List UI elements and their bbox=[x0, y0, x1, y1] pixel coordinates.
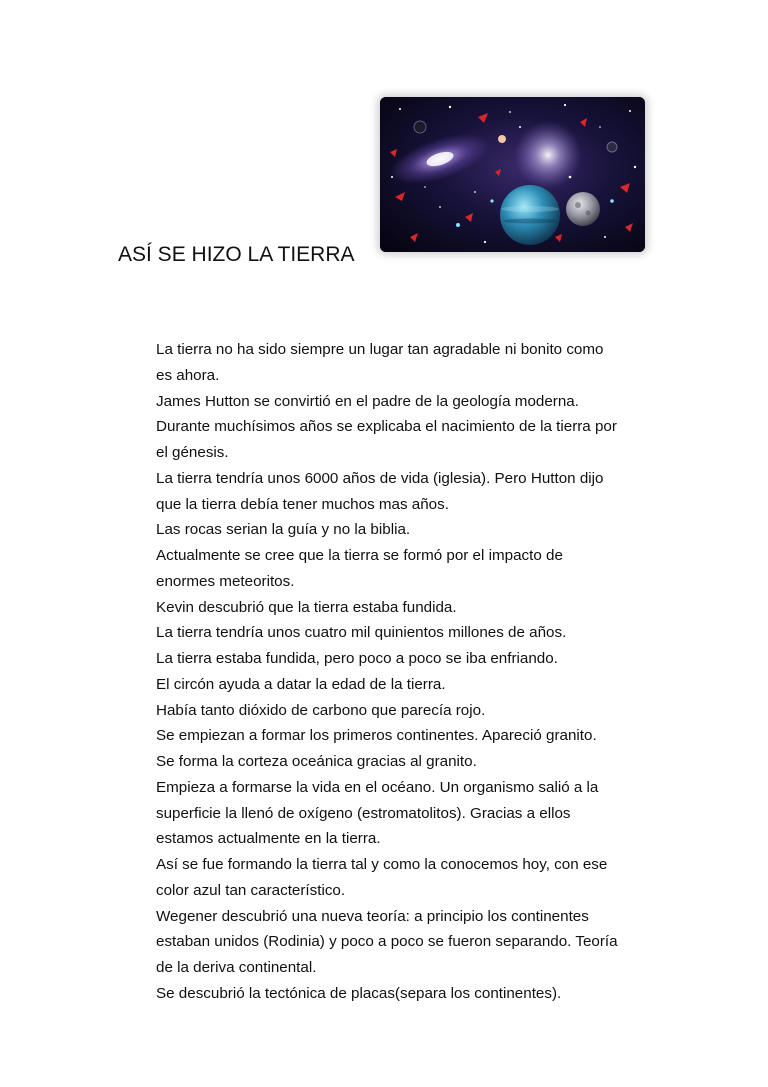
text-line: estaban unidos (Rodinia) y poco a poco se fueron separando. Teoría bbox=[156, 933, 618, 951]
text-line: Durante muchísimos años se explicaba el nacimiento de la tierra por bbox=[156, 418, 617, 436]
text-line: que la tierra debía tener muchos mas años. bbox=[156, 495, 449, 513]
text-line: Se forma la corteza oceánica gracias al granito. bbox=[156, 753, 477, 770]
text-line: Se descubrió la tectónica de placas(separa los continentes). bbox=[156, 984, 562, 1002]
text-line: superficie la llenó de oxígeno (estromatolitos). Gracias a ellos bbox=[156, 804, 571, 822]
space-image bbox=[380, 97, 645, 252]
text-line: La tierra estaba fundida, pero poco a poco se iba enfriando. bbox=[156, 650, 558, 667]
text-line: Se empiezan a formar los primeros continentes. Apareció granito. bbox=[156, 727, 597, 745]
text-line: El circón ayuda a datar la edad de la tierra. bbox=[156, 675, 446, 693]
text-line: Había tanto dióxido de carbono que parecía rojo. bbox=[156, 701, 486, 719]
text-line: el génesis. bbox=[156, 444, 229, 461]
text-line: La tierra tendría unos 6000 años de vida (iglesia). Pero Hutton dijo bbox=[156, 469, 604, 487]
text-line: Las rocas serian la guía y no la biblia. bbox=[156, 521, 411, 539]
body-text bbox=[156, 337, 676, 1007]
text-line: es ahora. bbox=[156, 366, 220, 384]
text-line: Así se fue formando la tierra tal y como la conocemos hoy, con ese bbox=[156, 856, 608, 873]
text-line: Actualmente se cree que la tierra se formó por el impacto de bbox=[156, 547, 563, 564]
text-line: enormes meteoritos. bbox=[156, 572, 295, 590]
text-line: Empieza a formarse la vida en el océano. Un organismo salió a la bbox=[156, 778, 599, 796]
text-line: de la deriva continental. bbox=[156, 959, 317, 976]
text-line: estamos actualmente en la tierra. bbox=[156, 830, 381, 848]
text-line: James Hutton se convirtió en el padre de la geología moderna. bbox=[156, 392, 579, 410]
text-line: Wegener descubrió una nueva teoría: a principio los continentes bbox=[156, 907, 589, 925]
text-line: La tierra no ha sido siempre un lugar tan agradable ni bonito como bbox=[156, 341, 604, 358]
text-line: color azul tan característico. bbox=[156, 881, 346, 899]
text-line: La tierra tendría unos cuatro mil quinientos millones de años. bbox=[156, 624, 567, 642]
text-line: Kevin descubrió que la tierra estaba fundida. bbox=[156, 598, 457, 616]
page-title: ASÍ SE HIZO LA TIERRA bbox=[118, 243, 355, 266]
